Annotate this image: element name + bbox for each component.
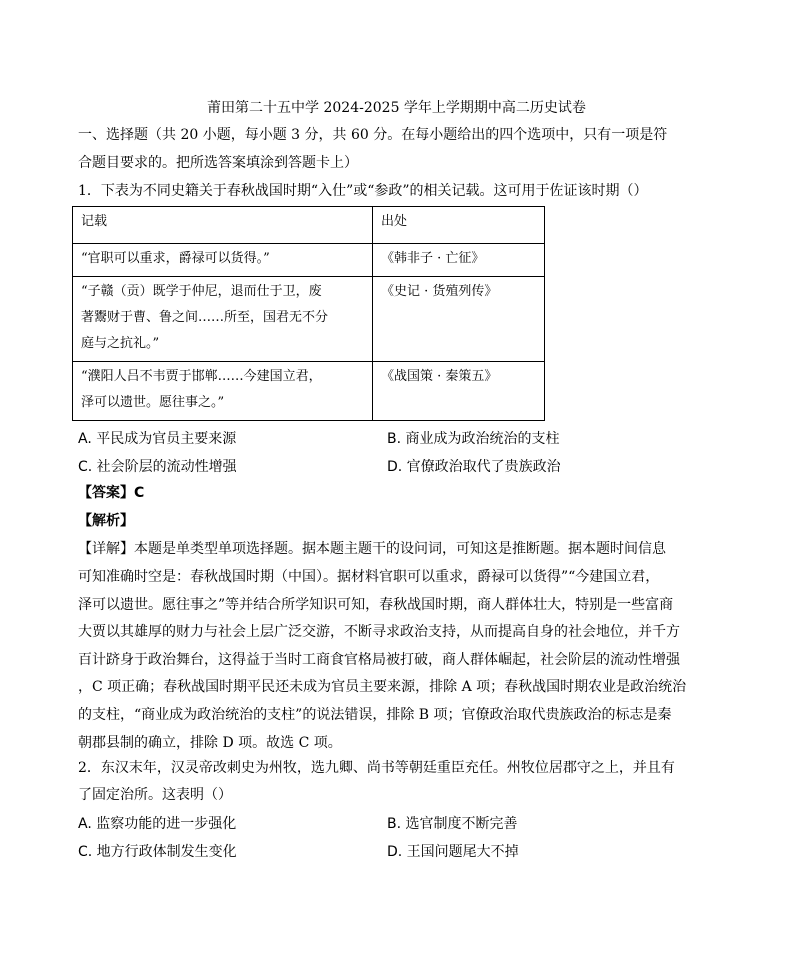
- q1-explanation-line: 大贾以其雄厚的财力与社会上层广泛交游，不断寻求政治支持，从而提高自身的社会地位，并千方: [78, 624, 680, 640]
- q2-stem-line2: 了固定治所。这表明（）: [78, 787, 232, 803]
- record-line: 泽可以遗世。愿往事之。”: [81, 395, 225, 410]
- q1-explanation-line: ，C 项正确；春秋战国时期平民还未成为官员主要来源，排除 A 项；春秋战国时期农业是政治统治: [78, 679, 687, 695]
- q1-option-c: C. 社会阶层的流动性增强: [78, 459, 237, 475]
- table-row: [73, 244, 545, 277]
- q1-option-b: B. 商业成为政治统治的支柱: [387, 431, 560, 447]
- q1-explanation-line: 百计跻身于政治舞台，这得益于当时工商食官格局被打破，商人群体崛起，社会阶层的流动性增强: [78, 652, 680, 668]
- record-cell: [73, 244, 373, 277]
- q1-analysis-label: 【解析】: [78, 513, 134, 529]
- q2-option-b: B. 选官制度不断完善: [387, 816, 518, 832]
- record-line: “濮阳人吕不韦贾于邯郸……今建国立君，: [81, 369, 322, 384]
- table-row: [73, 362, 545, 421]
- q1-explanation-line: 泽可以遗世。愿往事之”等并结合所学知识可知，春秋战国时期，商人群体壮大，特别是一些富商: [78, 597, 674, 613]
- q1-explanation-line: 可知准确时空是：春秋战国时期（中国）。据材料官职可以重求，爵禄可以货得”“今建国立君，: [78, 569, 660, 585]
- record-cell: [73, 277, 373, 362]
- q1-explanation-line: 【详解】本题是单类型单项选择题。据本题主题干的设问词，可知这是推断题。据本题时间信息: [78, 541, 666, 557]
- q1-option-d: D. 官僚政治取代了贵族政治: [387, 459, 561, 475]
- source-cell: 《史记 · 货殖列传》: [373, 277, 545, 362]
- q1-table: [72, 206, 545, 421]
- table-row: [73, 277, 545, 362]
- q1-explanation-line: 的支柱，“商业成为政治统治的支柱”的说法错误，排除 B 项；官僚政治取代贵族政治的标志是秦: [78, 707, 672, 723]
- record-line: 庭与之抗礼。”: [81, 336, 160, 351]
- q2-option-a: A. 监察功能的进一步强化: [78, 816, 237, 832]
- header-record: 记载: [73, 207, 373, 244]
- header-source: 出处: [373, 207, 545, 244]
- q2-option-d: D. 王国问题尾大不掉: [387, 844, 519, 860]
- q1-stem: 1．下表为不同史籍关于春秋战国时期“入仕”或“参政”的相关记载。这可用于佐证该时期（）: [78, 183, 648, 199]
- table-header-row: [73, 207, 545, 244]
- record-line: “官职可以重求，爵禄可以货得。”: [81, 251, 270, 266]
- q1-answer: 【答案】C: [78, 485, 145, 501]
- section-instruction-line2: 合题目要求的。把所选答案填涂到答题卡上）: [78, 155, 358, 171]
- record-line: “子赣（贡）既学于仲尼，退而仕于卫，废: [81, 284, 322, 299]
- source-cell: 《韩非子 · 亡征》: [373, 244, 545, 277]
- source-cell: 《战国策 · 秦策五》: [373, 362, 545, 421]
- exam-title: 莆田第二十五中学 2024-2025 学年上学期期中高二历史试卷: [207, 100, 586, 116]
- q1-explanation-line: 朝郡县制的确立，排除 D 项。故选 C 项。: [78, 735, 342, 751]
- q2-stem-line1: 2．东汉末年，汉灵帝改刺史为州牧，选九卿、尚书等朝廷重臣充任。州牧位居郡守之上，并且有: [78, 760, 675, 776]
- q1-option-a: A. 平民成为官员主要来源: [78, 431, 237, 447]
- q2-option-c: C. 地方行政体制发生变化: [78, 844, 237, 860]
- section-instruction-line1: 一、选择题（共 20 小题，每小题 3 分，共 60 分。在每小题给出的四个选项中，只有一项是符: [78, 127, 668, 143]
- record-cell: [73, 362, 373, 421]
- record-line: 著鬻财于曹、鲁之间……所至，国君无不分: [81, 310, 329, 325]
